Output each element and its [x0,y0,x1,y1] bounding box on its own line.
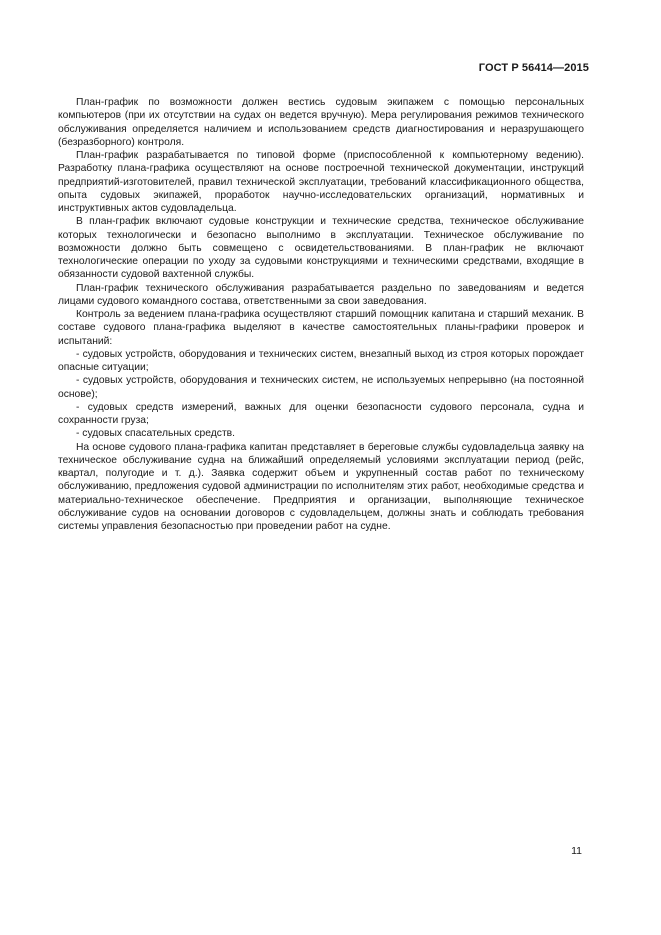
paragraph-captain-request: На основе судового плана-графика капитан представляет в береговые службы судовладельца заявку на техническое обслуживание судна на ближайший определяемый условиями эксплуатации период (рейс, квартал, полугодие и т. д.). Заявка содержит объем и укрупненный состав работ по техническому обслуживанию, предложения судовой администрации по исполнителям этих работ, необходимые средства и материально-техническое обеспечение. Предприятия и организации, выполняющие техническое обслуживание судов на основании договоров с судовладельцем, должны знать и соблюдать требования системы управления безопасностью при проведении работ на судне. [58,441,584,532]
paragraph-pc-maintenance: План-график по возможности должен вестись судовым экипажем с помощью персональных компьютеров (при их отсутствии на судах он ведется вручную). Мера регулирования режимов технического обслуживания определяется наличием и использованием средств диагностирования и неразрушающего (безразборного) контроля. [58,97,584,148]
list-item: - судовых спасательных средств. [76,428,235,440]
list-item: - судовых устройств, оборудования и технических систем, не используемых непрерывно (на постоянной основе); [58,375,584,400]
paragraph-responsibility: План-график технического обслуживания разрабатывается раздельно по заведованиям и ведется лицами судового командного состава, ответственными за свои заведования. [58,282,584,307]
list-item: - судовых устройств, оборудования и технических систем, внезапный выход из строя которых порождает опасные ситуации; [58,348,584,373]
paragraph-control: Контроль за ведением плана-графика осуществляют старший помощник капитана и старший механик. В составе судового плана-графика выделяют в качестве самостоятельных планы-графики проверок и испытаний: [58,309,584,347]
list-item: - судовых средств измерений, важных для оценки безопасности судового персонала, судна и сохранности груза; [58,401,584,426]
paragraph-typical-form: План-график разрабатывается по типовой форме (приспособленной к компьютерному ведению). Разработку плана-графика осуществляют на основе построечной технической документации, инструкций предприятий-изготовителей, правил технической эксплуатации, требований классификационного общества, опыта судовых экипажей, проработок научно-исследовательских организаций, нормативных и инструктивных актов судовладельца. [58,150,584,214]
document-standard-id: ГОСТ Р 56414—2015 [478,62,589,74]
paragraph-inclusion: В план-график включают судовые конструкции и технические средства, техническое обслуживание которых технологически и безопасно выполнимо в эксплуатации. Техническое обслуживание по возможности должно быть совмещено с освидетельствованиями. В план-график не включают технологические операции по уходу за судовыми конструкциями и техническими средствами, входящие в обязанности судовой вахтенной службы. [58,216,584,281]
body-text [58,96,584,533]
page-number: 11 [571,845,582,857]
